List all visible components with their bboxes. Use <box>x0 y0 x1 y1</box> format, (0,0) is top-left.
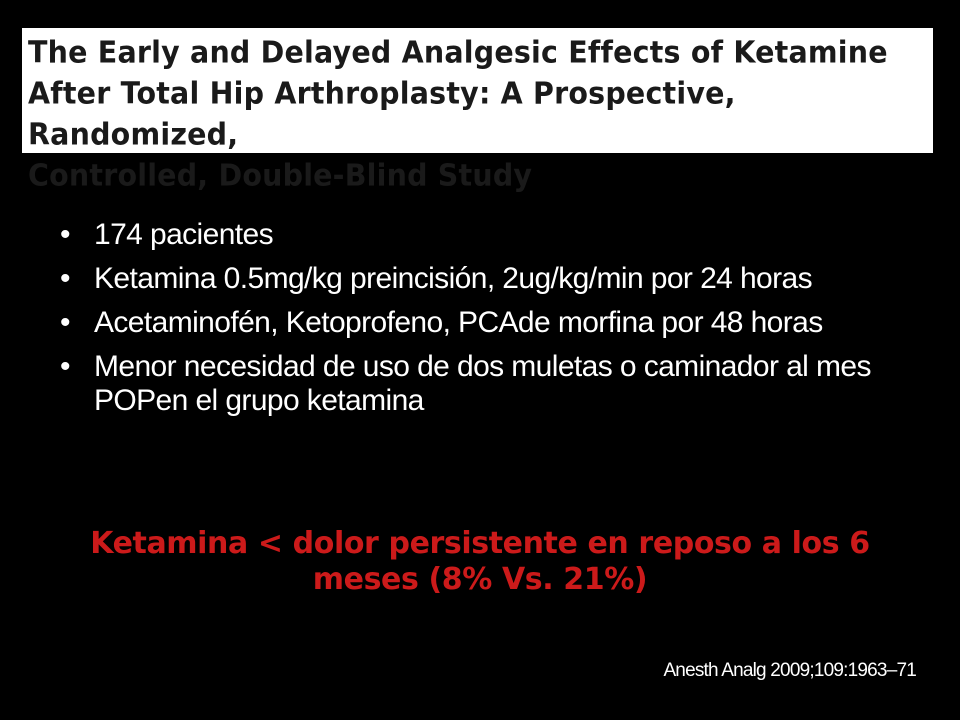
bullet-icon: • <box>60 262 70 295</box>
citation: Anesth Analg 2009;109:1963–71 <box>663 660 916 681</box>
bullet-icon: • <box>60 306 70 339</box>
slide-title: The Early and Delayed Analgesic Effects of Ketamine After Total Hip Arthroplasty: A Prospective, Randomized, Controlled, Double-Blind Study <box>28 35 888 193</box>
conclusion-text: Ketamina < dolor persistente en reposo a los 6 meses (8% Vs. 21%) <box>90 526 870 597</box>
bullet-text: Acetaminofén, Ketoprofeno, PCAde morfina por 48 horas <box>94 306 823 339</box>
bullet-item <box>60 218 900 252</box>
bullet-text: 174 pacientes <box>94 218 274 251</box>
bullet-item <box>60 262 900 296</box>
bullet-text: Ketamina 0.5mg/kg preincisión, 2ug/kg/min por 24 horas <box>94 262 813 295</box>
bullet-icon: • <box>60 218 70 251</box>
bullet-text: Menor necesidad de uso de dos muletas o caminador al mes POPen el grupo ketamina <box>94 350 871 417</box>
title-banner <box>22 28 933 193</box>
bullet-icon: • <box>60 350 70 383</box>
bullet-item <box>60 306 900 340</box>
bullet-item <box>60 350 900 418</box>
bullet-list <box>60 218 900 428</box>
